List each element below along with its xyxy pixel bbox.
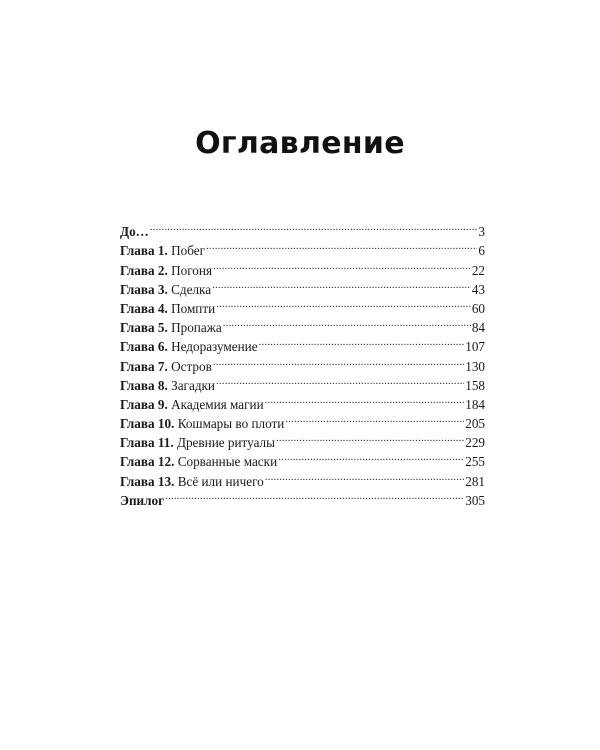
toc-dot-leader xyxy=(206,236,477,255)
toc-chapter-label: Глава 3. xyxy=(120,281,168,297)
toc-entry[interactable] xyxy=(120,217,485,240)
toc-chapter-name: Сделка xyxy=(171,281,212,297)
toc-dot-leader xyxy=(276,428,464,447)
toc-dot-leader xyxy=(216,371,464,390)
toc-page-number: 3 xyxy=(478,224,485,240)
toc-chapter-name: Остров xyxy=(171,358,212,374)
toc-dot-leader xyxy=(285,409,464,428)
toc-page-number: 205 xyxy=(465,416,485,432)
toc-page-number: 6 xyxy=(478,243,485,259)
toc-entry[interactable] xyxy=(120,486,485,508)
toc-chapter-name: Пропажа xyxy=(171,320,222,336)
toc-dot-leader xyxy=(165,486,464,505)
toc-chapter-name: Побег xyxy=(171,243,206,259)
toc-dot-leader xyxy=(216,294,471,313)
toc-page-number: 107 xyxy=(465,339,485,355)
toc-page-number: 281 xyxy=(465,473,485,489)
toc-chapter-label: Глава 1. xyxy=(120,243,168,259)
toc-chapter-label: Глава 2. xyxy=(120,262,168,278)
toc-page-number: 184 xyxy=(465,396,485,412)
toc-chapter-name: Помпти xyxy=(171,300,216,316)
page-title: Оглавление xyxy=(195,126,405,161)
toc-chapter-label: Глава 7. xyxy=(120,358,168,374)
toc-page-number: 130 xyxy=(465,358,485,374)
table-of-contents xyxy=(120,217,485,508)
toc-chapter-name: Загадки xyxy=(171,377,215,393)
toc-page-number: 229 xyxy=(465,435,485,451)
toc-chapter-label: Эпилог xyxy=(120,492,165,508)
toc-chapter-name: Сорванные маски xyxy=(177,454,278,470)
toc-chapter-name: Древние ритуалы xyxy=(176,435,275,451)
toc-chapter-label: Глава 9. xyxy=(120,396,168,412)
toc-entry[interactable] xyxy=(120,236,485,259)
toc-dot-leader xyxy=(265,466,464,485)
toc-chapter-label: Глава 5. xyxy=(120,320,168,336)
toc-chapter-label: Глава 12. xyxy=(120,454,175,470)
toc-dot-leader xyxy=(223,313,471,332)
toc-dot-leader xyxy=(265,390,465,409)
toc-chapter-name: Всё или ничего xyxy=(177,473,264,489)
toc-dot-leader xyxy=(150,217,478,236)
toc-dot-leader xyxy=(213,351,464,370)
toc-page-number: 158 xyxy=(465,377,485,393)
toc-chapter-name: Недоразумение xyxy=(171,339,258,355)
toc-dot-leader xyxy=(278,447,464,466)
toc-chapter-label: До… xyxy=(120,224,149,240)
toc-chapter-label: Глава 8. xyxy=(120,377,168,393)
toc-chapter-label: Глава 11. xyxy=(120,435,174,451)
toc-chapter-label: Глава 10. xyxy=(120,416,175,432)
toc-chapter-label: Глава 4. xyxy=(120,300,168,316)
toc-dot-leader xyxy=(259,332,465,351)
toc-page-number: 255 xyxy=(465,454,485,470)
toc-page-number: 60 xyxy=(471,300,485,316)
toc-page-number: 84 xyxy=(471,320,485,336)
toc-page-number: 305 xyxy=(465,492,485,508)
toc-chapter-label: Глава 13. xyxy=(120,473,175,489)
toc-chapter-label: Глава 6. xyxy=(120,339,168,355)
toc-chapter-name: Академия магии xyxy=(171,396,264,412)
toc-page-number: 22 xyxy=(471,262,485,278)
toc-chapter-name: Кошмары во плоти xyxy=(177,416,285,432)
toc-dot-leader xyxy=(213,255,471,274)
toc-chapter-name: Погоня xyxy=(171,262,213,278)
toc-page-number: 43 xyxy=(471,281,485,297)
toc-dot-leader xyxy=(212,275,471,294)
